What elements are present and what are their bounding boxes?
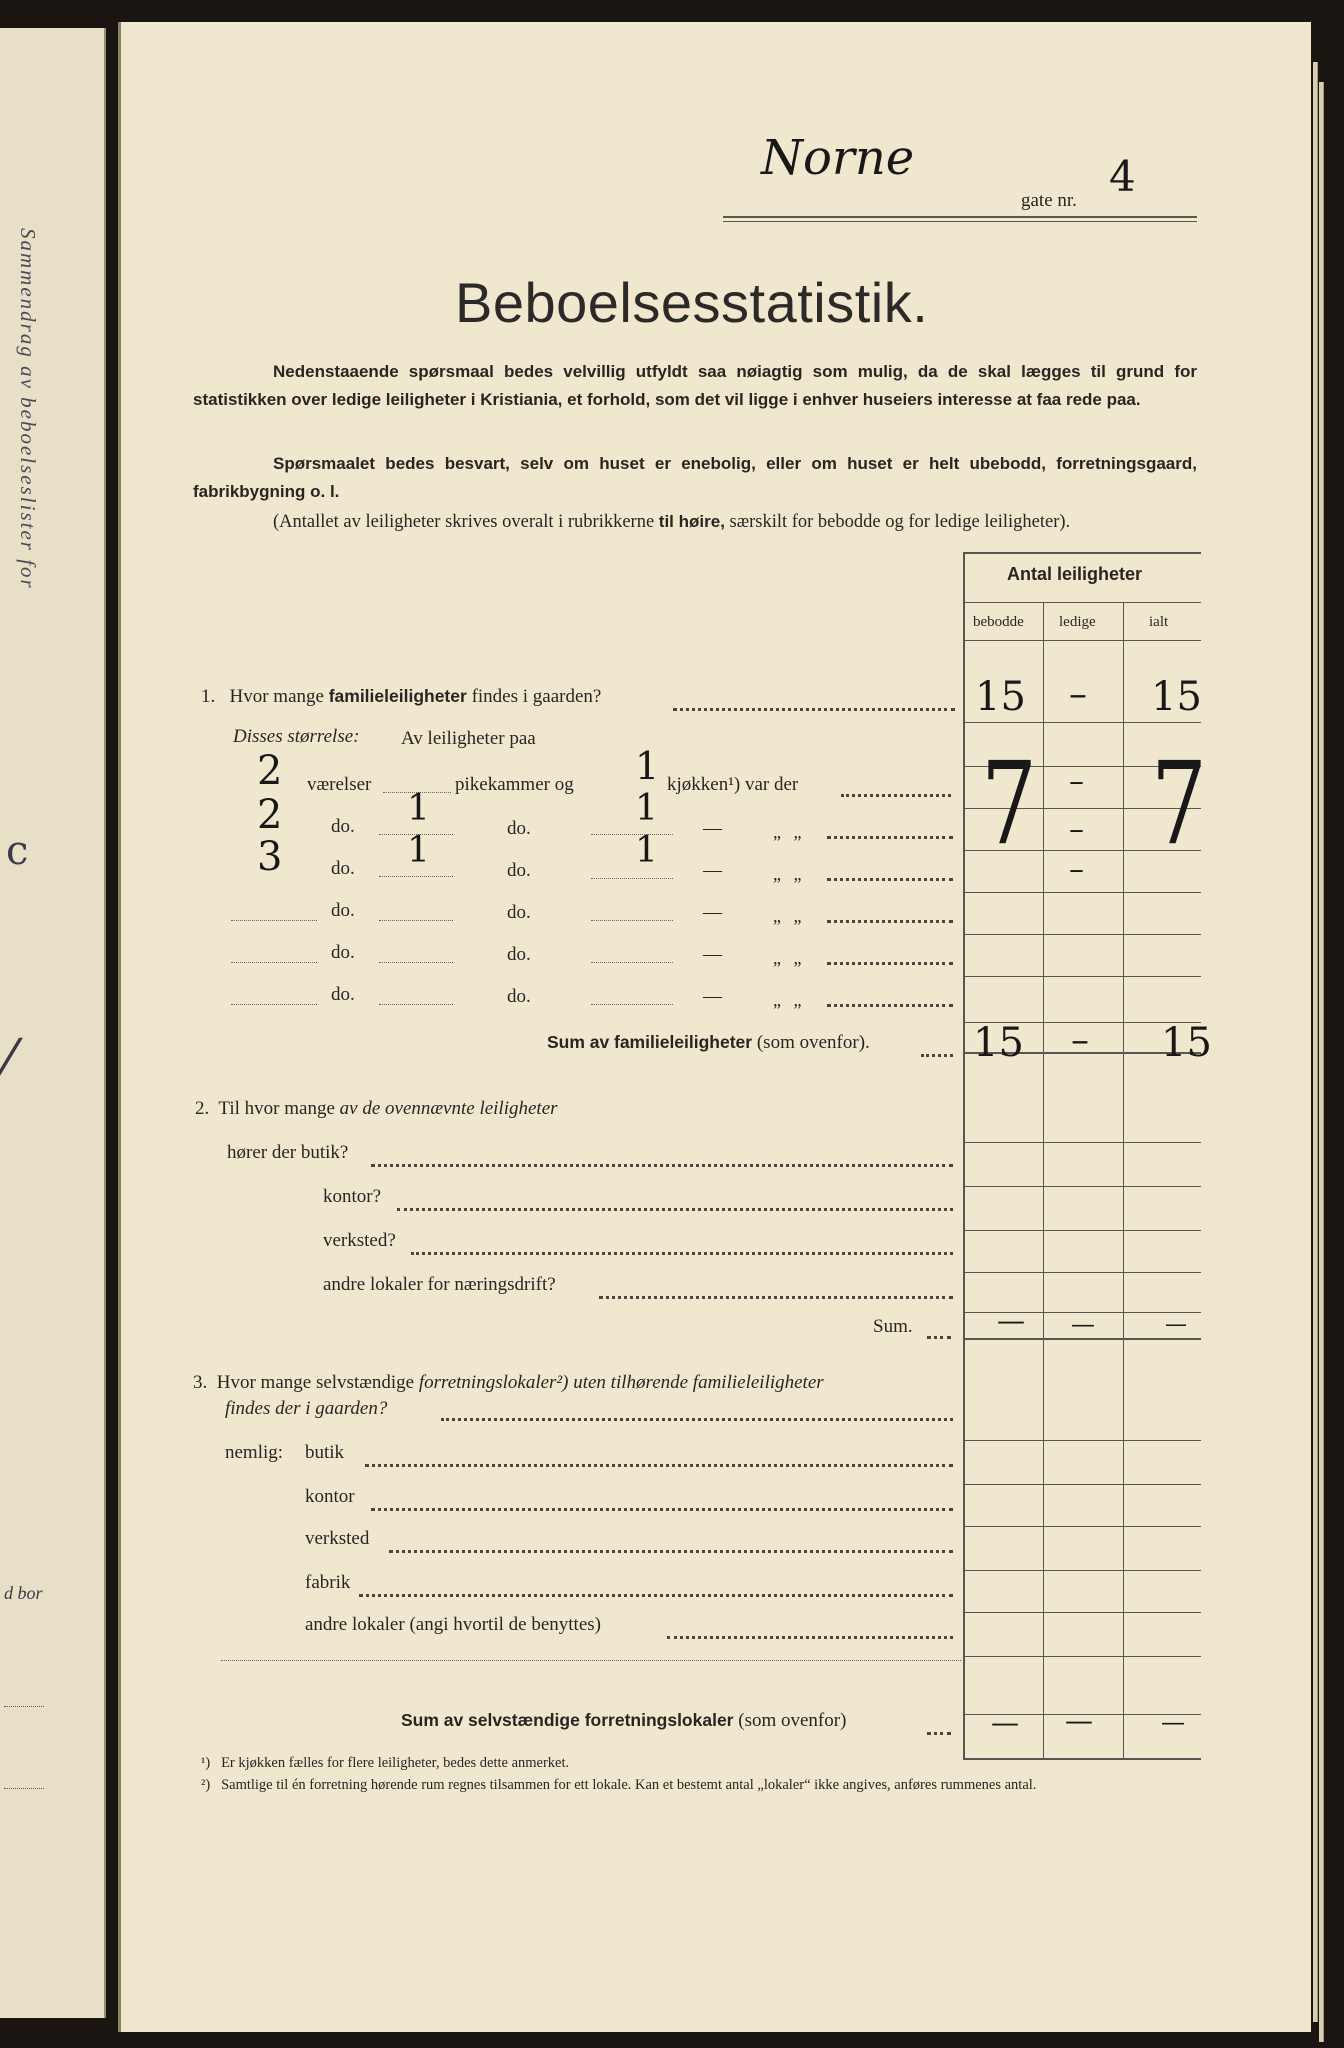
q1-text: findes i gaarden?: [471, 686, 602, 707]
ditto-mark: „ „: [773, 822, 806, 842]
underlying-line: [4, 1706, 44, 1707]
rows-bebodde-bracket: 7: [981, 736, 1037, 871]
table-left-rule: [963, 552, 965, 1760]
footnote-2: [201, 1776, 1225, 1795]
q1-text: Hvor mange: [229, 686, 324, 707]
column-header-bebodde: bebodde: [973, 614, 1024, 630]
ditto-mark: „ „: [773, 948, 806, 968]
row2-kitchen-handwritten: 1: [635, 788, 658, 829]
q1-number: 1.: [201, 686, 216, 707]
leader-dots: [389, 1550, 953, 1553]
row1-pikekammer: pikekammer og: [455, 774, 574, 795]
table-col-rule: [1043, 602, 1044, 1760]
q1-sum-label: [547, 1032, 870, 1054]
blank-line: [379, 834, 453, 835]
q3-item-fabrik: fabrik: [305, 1572, 351, 1593]
q1-sum-bebodde: 15: [973, 1020, 1024, 1066]
q2-sum-label: Sum.: [873, 1316, 913, 1337]
q3-item-andre: andre lokaler (angi hvortil de benyttes): [305, 1614, 601, 1635]
blank-line: [379, 876, 453, 877]
table-row-rule: [963, 1142, 1201, 1143]
q2-sum-ialt: —: [1165, 1312, 1187, 1337]
blank-line: [591, 834, 673, 835]
underlying-line: [4, 1788, 44, 1789]
q1-question: [201, 686, 601, 708]
q3-text-italic: uten tilhørende familieleiligheter: [573, 1372, 824, 1393]
leader-dots: [371, 1508, 953, 1511]
ditto-mark: „ „: [773, 864, 806, 884]
blank-line: [379, 920, 453, 921]
leader-dots: [827, 920, 953, 923]
page-title: Beboelsesstatistik.: [455, 271, 929, 334]
row2-pike-handwritten: 1: [407, 788, 430, 829]
q3-text-italic: forretningslokaler²): [418, 1372, 569, 1393]
ditto-mark: „ „: [773, 906, 806, 926]
footnote-text: Er kjøkken fælles for flere leiligheter, bedes dette anmerket.: [221, 1755, 570, 1771]
q2-text: Til hvor mange: [218, 1098, 335, 1119]
leader-dots: [667, 1636, 953, 1639]
do-label: do.: [331, 900, 355, 921]
table-row-rule: [963, 892, 1201, 893]
table-header-rule: [963, 602, 1201, 603]
page-edge: [1319, 82, 1324, 2042]
table-row-rule: [963, 934, 1201, 935]
table-row-rule: [963, 1570, 1201, 1571]
pen-mark: ⅽ: [6, 828, 29, 874]
column-header-ialt: ialt: [1149, 614, 1169, 630]
footnote-1: [201, 1754, 569, 1773]
table-header-rule: [963, 640, 1201, 641]
q3-nemlig: nemlig:: [225, 1442, 284, 1463]
q2-sum-bebodde: —: [997, 1304, 1025, 1337]
q2-item-kontor: kontor?: [323, 1186, 382, 1207]
table-section-rule: [963, 1338, 1201, 1340]
table-row-rule: [963, 1484, 1201, 1485]
q2-item-butik: hører der butik?: [227, 1142, 349, 1163]
intro-text-bold: til høire,: [658, 512, 725, 531]
leader-dots: [827, 836, 953, 839]
blank-line: [379, 962, 453, 963]
dash: —: [703, 818, 722, 839]
table-row-rule: [963, 1440, 1201, 1441]
do-label: do.: [507, 902, 531, 923]
table-col-rule: [1123, 602, 1124, 1760]
header-rule: [723, 221, 1197, 222]
do-label: do.: [507, 944, 531, 965]
leader-dots: [921, 1054, 953, 1057]
q1-sum-text-bold: familieleiligheter: [614, 1032, 753, 1052]
leader-dots: [411, 1252, 953, 1255]
q3-sum-text: (som ovenfor): [738, 1710, 847, 1731]
intro-paragraph-3: [193, 508, 1197, 536]
row3-rooms-handwritten: 3: [257, 834, 283, 880]
blank-line: [591, 1004, 673, 1005]
q3-number: 3.: [193, 1372, 208, 1393]
q2-sum-ledige: —: [1071, 1310, 1095, 1338]
blank-line: [231, 920, 317, 921]
intro-text-bold: Nedenstaaende spørsmaal bedes velvillig utfyldt saa nøiagtig som mulig, da de skal lægges til grund for statistikken over ledige leiligheter i Kristiania, et forhold, som det vil ligge i enhver huseiers interesse at faa rede paa.: [193, 362, 1197, 409]
leader-dots: [599, 1296, 953, 1299]
underlying-sheet-text: Sammendrag av beboelseslister for: [16, 228, 40, 590]
q1-text-bold: familieleiligheter: [328, 686, 467, 706]
table-row-rule: [963, 722, 1201, 723]
q3-text: Hvor mange selvstændige: [216, 1372, 415, 1393]
q2-question: [195, 1098, 558, 1120]
row1-vaerelser: værelser: [307, 774, 372, 795]
q1-size-label-post: Av leiligheter paa: [401, 728, 536, 749]
q3-item-butik: butik: [305, 1442, 345, 1463]
table-bottom-rule: [963, 1758, 1201, 1760]
row1-kjokken: kjøkken¹) var der: [667, 774, 799, 795]
q2-text-italic: av de ovennævnte leiligheter: [339, 1098, 558, 1119]
do-label: do.: [507, 818, 531, 839]
rows-ledige-dash: –: [1069, 812, 1084, 847]
blank-line: [591, 962, 673, 963]
street-name-handwritten: Norne: [761, 130, 915, 186]
q1-sum-ialt: 15: [1161, 1020, 1212, 1066]
q1-bebodde-answer: 15: [975, 674, 1026, 720]
footnote-mark: ²): [201, 1777, 211, 1793]
do-label: do.: [331, 942, 355, 963]
leader-dots: [365, 1464, 953, 1467]
table-row-rule: [963, 1526, 1201, 1527]
q1-size-label: Disses størrelse:: [233, 726, 360, 747]
dash: —: [703, 944, 722, 965]
q1-ledige-answer: –: [1069, 674, 1087, 715]
q1-ialt-answer: 15: [1151, 674, 1202, 720]
leader-dots: [673, 708, 955, 711]
intro-paragraph-2: [193, 450, 1197, 506]
q1-sum-text-bold: Sum av: [547, 1032, 610, 1052]
leader-dots: [827, 878, 953, 881]
q2-item-andre: andre lokaler for næringsdrift?: [323, 1274, 556, 1295]
dash: —: [703, 860, 722, 881]
header-rule: [723, 216, 1197, 218]
row3-kitchen-handwritten: 1: [635, 830, 658, 871]
intro-text: særskilt for bebodde og for ledige leiligheter).: [729, 512, 1071, 532]
underlying-sheet-fragment: d bor: [4, 1583, 43, 1603]
do-label: do.: [507, 860, 531, 881]
q3-question: [193, 1372, 824, 1394]
table-row-rule: [963, 1186, 1201, 1187]
leader-dots: [927, 1732, 951, 1735]
table-row-rule: [963, 976, 1201, 977]
blank-line: [231, 1004, 317, 1005]
leader-dots: [841, 794, 951, 797]
do-label: do.: [507, 986, 531, 1007]
form-page: [118, 22, 1311, 2032]
leader-dots: [927, 1336, 951, 1339]
ditto-mark: „ „: [773, 990, 806, 1010]
rows-ledige-bracket: –: [1069, 764, 1084, 799]
footnote-mark: ¹): [201, 1755, 211, 1771]
table-row-rule: [963, 1612, 1201, 1613]
blank-line: [379, 1004, 453, 1005]
table-row-rule: [963, 1656, 1201, 1657]
intro-text-bold: Spørsmaalet bedes besvart, selv om huset er enebolig, eller om huset er helt ubebodd, forretningsgaard, fabrikbygning o. l.: [193, 454, 1197, 501]
row2-rooms-handwritten: 2: [257, 792, 283, 838]
table-title: Antal leiligheter: [1007, 564, 1143, 584]
q3-sum-text-bold: Sum av: [401, 1710, 464, 1730]
dash: —: [703, 902, 722, 923]
intro-paragraph-1: [193, 358, 1197, 414]
underlying-sheet: [0, 28, 106, 2018]
q3-sum-ialt: —: [1161, 1708, 1185, 1736]
blank-line: [231, 962, 317, 963]
leader-dots: [827, 1004, 953, 1007]
q1-sum-text: (som ovenfor).: [756, 1032, 870, 1053]
table-top-rule: [963, 552, 1201, 554]
leader-dots: [441, 1418, 953, 1421]
q3-item-verksted: verksted: [305, 1528, 370, 1549]
footnote-text: Samtlige til én forretning hørende rum regnes tilsammen for ett lokale. Kan et bestemt antal „lokaler“ ikke angives, anføres rummenes antal.: [221, 1777, 1037, 1793]
gate-label: gate nr.: [1021, 190, 1077, 211]
do-label: do.: [331, 858, 355, 879]
row3-pike-handwritten: 1: [407, 830, 430, 871]
rows-ialt-bracket: 7: [1151, 736, 1207, 871]
q3-sum-label: [401, 1710, 846, 1732]
row1-rooms-handwritten: 2: [257, 748, 283, 794]
leader-dots: [397, 1208, 953, 1211]
blank-line: [221, 1660, 961, 1661]
row3-ledige-dash: –: [1069, 852, 1084, 887]
leader-dots: [371, 1164, 953, 1167]
gate-number-handwritten: 4: [1109, 152, 1136, 201]
q3-item-kontor: kontor: [305, 1486, 355, 1507]
page-edge: [1313, 62, 1318, 2022]
leader-dots: [827, 962, 953, 965]
column-header-ledige: ledige: [1059, 614, 1096, 630]
leader-dots: [359, 1594, 953, 1597]
q2-number: 2.: [195, 1098, 210, 1119]
q1-sum-ledige: –: [1071, 1020, 1089, 1061]
dash: —: [703, 986, 722, 1007]
table-row-rule: [963, 1272, 1201, 1273]
q3-sum-ledige: —: [1065, 1704, 1093, 1737]
do-label: do.: [331, 984, 355, 1005]
blank-line: [591, 878, 673, 879]
q3-sum-bebodde: —: [991, 1706, 1019, 1739]
intro-text: (Antallet av leiligheter skrives overalt i rubrikkerne: [273, 512, 655, 532]
q2-item-verksted: verksted?: [323, 1230, 396, 1251]
blank-line: [591, 920, 673, 921]
table-row-rule: [963, 1230, 1201, 1231]
pen-mark: ⁄: [4, 1028, 14, 1091]
do-label: do.: [331, 816, 355, 837]
q3-question-line2: findes der i gaarden?: [225, 1398, 388, 1419]
row1-kitchen-handwritten: 1: [635, 744, 660, 788]
q3-sum-text-bold: selvstændige forretningslokaler: [468, 1710, 734, 1730]
